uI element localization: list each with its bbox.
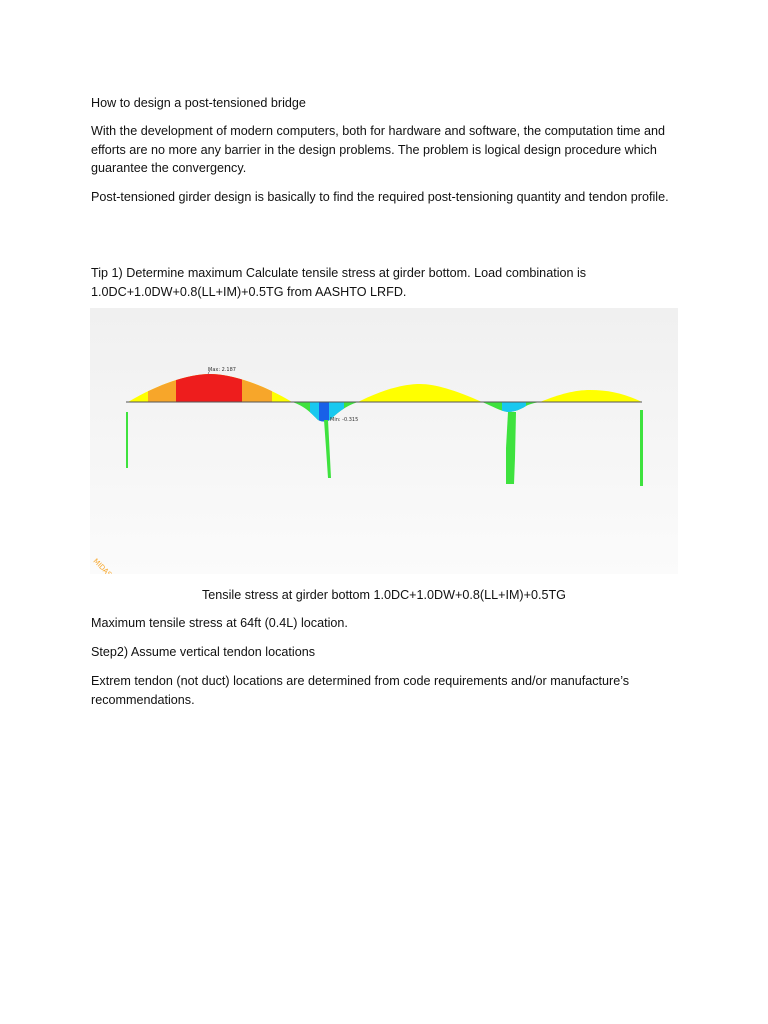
design-paragraph: Post-tensioned girder design is basically to find the required post-tensioning quantity and tendon profile. — [91, 190, 669, 204]
tip-1-paragraph: Tip 1) Determine maximum Calculate tensile stress at girder bottom. Load combination is 1.0DC+1.0DW+0.8(LL+IM)+0.5TG from AASHTO LRFD. — [91, 266, 587, 299]
stress-contour-figure — [90, 308, 678, 574]
tendon-location-paragraph: Extrem tendon (not duct) locations are determined from code requirements and/or manufacture’s recommendations. — [91, 674, 630, 707]
pier-1-column — [126, 412, 128, 468]
midas-watermark: MIDAS — [91, 557, 114, 574]
stress-contour-svg — [90, 308, 678, 574]
intro-paragraph: With the development of modern computers, both for hardware and software, the computation time and efforts are no more any barrier in the design problems. The problem is logical design procedure which guarantee the convergency. — [91, 124, 666, 175]
min-stress-label: Min: -0.315 — [330, 417, 359, 423]
max-stress-label: Max: 2.187 — [208, 367, 236, 373]
figure-background — [90, 308, 678, 574]
max-tensile-paragraph: Maximum tensile stress at 64ft (0.4L) location. — [91, 616, 348, 630]
pier-4-column — [640, 410, 643, 486]
step-2-heading: Step2) Assume vertical tendon locations — [91, 645, 316, 659]
document-title: How to design a post-tensioned bridge — [91, 96, 306, 110]
figure-caption: Tensile stress at girder bottom 1.0DC+1.0DW+0.8(LL+IM)+0.5TG — [202, 588, 566, 602]
